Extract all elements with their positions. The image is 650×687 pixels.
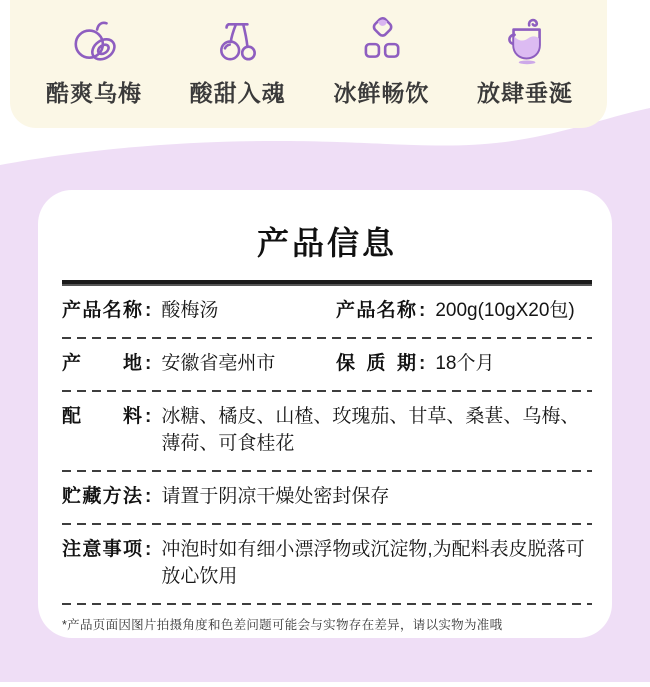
field-value: 冲泡时如有细小漂浮物或沉淀物,为配料表皮脱落可放心饮用 xyxy=(161,538,585,587)
label-colon: : xyxy=(145,538,152,560)
info-row-storage xyxy=(62,472,592,523)
feature-label: 酸甜入魂 xyxy=(189,80,286,106)
label-colon: : xyxy=(145,352,152,374)
field-label: 注意事项 xyxy=(62,538,142,560)
field-label: 贮藏方法 xyxy=(62,485,142,507)
field-label: 产品名称 xyxy=(62,300,142,321)
feature-ice xyxy=(333,16,429,108)
field-shelf-life xyxy=(336,351,592,378)
label-colon: : xyxy=(145,405,152,427)
info-row-origin-shelflife xyxy=(62,339,592,390)
field-value: 安徽省亳州市 xyxy=(161,352,276,374)
cup-icon xyxy=(500,16,550,66)
feature-strip xyxy=(10,0,607,128)
info-row-ingredients xyxy=(62,392,592,470)
feature-label: 酷爽乌梅 xyxy=(46,80,142,106)
label-colon: : xyxy=(419,300,426,321)
field-label: 产地 xyxy=(62,352,142,374)
product-info-card xyxy=(38,190,612,638)
feature-plum xyxy=(46,16,142,108)
field-value: 请置于阴凉干燥处密封保存 xyxy=(161,485,390,507)
field-value: 冰糖、橘皮、山楂、玫瑰茄、甘草、桑葚、乌梅、薄荷、可食桂花 xyxy=(161,405,580,454)
feature-label: 冰鲜畅饮 xyxy=(333,80,430,106)
row-divider xyxy=(62,603,592,605)
feature-cherry xyxy=(190,16,286,108)
field-storage xyxy=(62,484,592,511)
plum-icon xyxy=(69,16,119,66)
ice-cubes-icon xyxy=(356,16,406,66)
info-row-notice xyxy=(62,525,592,603)
label-colon: : xyxy=(145,300,152,321)
field-ingredients xyxy=(62,404,592,458)
field-origin xyxy=(62,351,336,378)
field-label: 配料 xyxy=(62,405,142,427)
disclaimer-note: *产品页面因图片拍摄角度和色差问题可能会与实物存在差异，请以实物为准哦 xyxy=(62,617,503,632)
page-title: 产品信息 xyxy=(256,225,397,261)
field-notice xyxy=(62,537,592,591)
field-value: 18个月 xyxy=(435,352,495,374)
feature-cup xyxy=(477,16,573,108)
cherry-icon xyxy=(213,16,263,66)
label-colon: : xyxy=(419,352,426,374)
field-product-spec xyxy=(336,298,592,325)
field-value: 酸梅汤 xyxy=(161,300,219,321)
label-colon: : xyxy=(145,485,152,507)
info-row-name-spec xyxy=(62,286,592,337)
field-product-name xyxy=(62,298,336,325)
feature-label: 放肆垂涎 xyxy=(476,80,573,106)
field-label: 产品名称 xyxy=(336,300,416,321)
field-value: 200g(10gX20包) xyxy=(435,300,575,321)
field-label: 保质期 xyxy=(336,352,416,374)
